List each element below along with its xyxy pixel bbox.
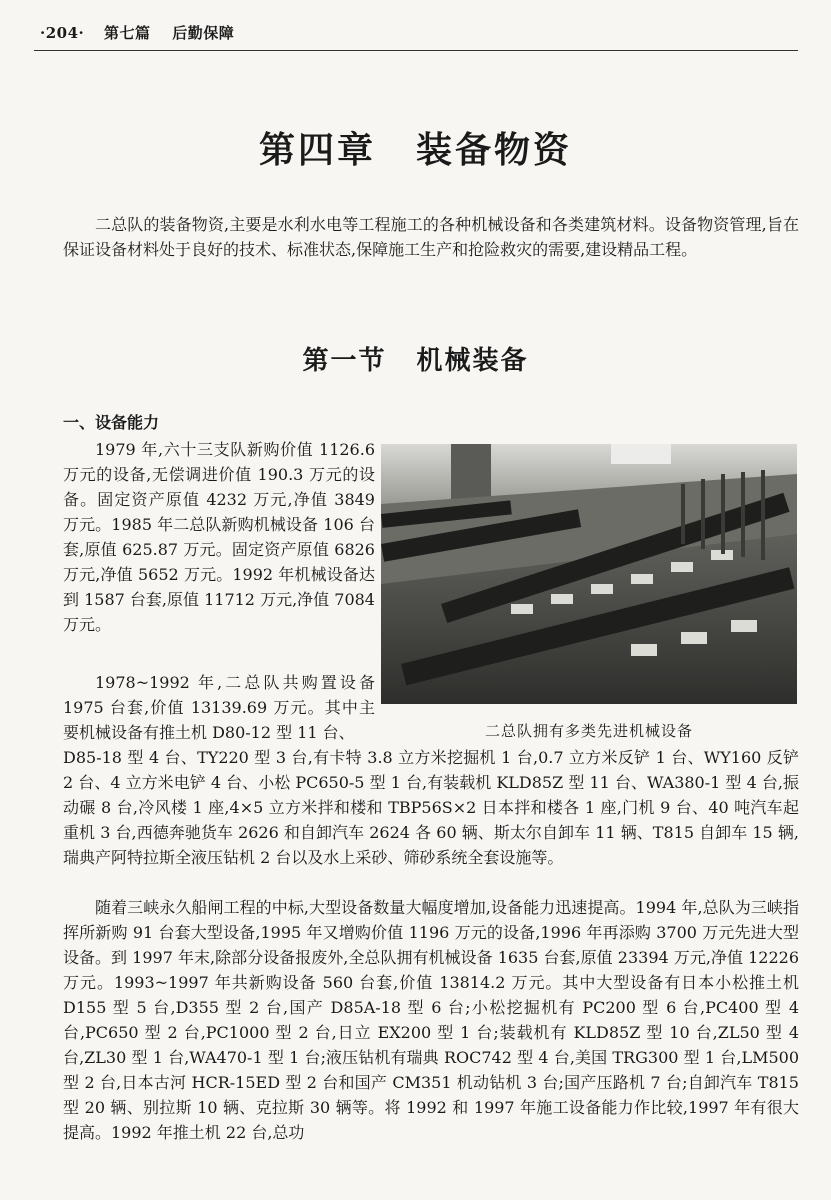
part-title: 后勤保障 <box>172 24 235 42</box>
intro-paragraph: 二总队的装备物资,主要是水利水电等工程施工的各种机械设备和各类建筑材料。设备物资管理,旨在保证设备材料处于良好的技术、标准状态,保障施工生产和抢险救灾的需要,建设精品工程。 <box>63 215 799 259</box>
photo-caption: 二总队拥有多类先进机械设备 <box>484 722 693 740</box>
section-title <box>0 340 831 377</box>
running-head <box>40 22 797 43</box>
chapter-title <box>0 122 831 173</box>
paragraph-equipment-1979-1992: 1979 年,六十三支队新购价值 1126.6 万元的设备,无偿调进价值 190.3 万元的设备。固定资产原值 4232 万元,净值 3849 万元。1985 年二总队新购机械设备 106 台套,原值 625.87 万元。固定资产原值 6826 万元,净值 5652 万元。1992 年机械设备达到 1587 台套,原值 11712 万元,净值 7084 万元。 <box>63 440 375 634</box>
equipment-photo <box>381 444 797 704</box>
header-rule <box>34 50 798 51</box>
section-name: 机械装备 <box>416 346 529 376</box>
section-number: 第一节 <box>302 346 387 376</box>
subsection-title: 一、设备能力 <box>63 413 160 432</box>
paragraph-equipment-1978-1992-start: 1978~1992 年,二总队共购置设备 1975 台套,价值 13139.69 万元。其中主要机械设备有推土机 D80-12 型 11 台、 <box>63 673 375 742</box>
chapter-name: 装备物资 <box>416 129 573 171</box>
paragraph-three-gorges-equipment: 随着三峡永久船闸工程的中标,大型设备数量大幅度增加,设备能力迅速提高。1994 年,总队为三峡指挥所新购 91 台套大型设备,1995 年又增购价值 1196 万元的设备,1996 年再添购 3700 万元先进大型设备。到 1997 年末,除部分设备报废外,全总队拥有机械设备 1635 台套,原值 23394 万元,净值 12226 万元。1993~1997 年共新购设备 560 台套,价值 13814.2 万元。其中大型设备有日本小松推土机 D155 型 5 台,D355 型 2 台,国产 D85A-18 型 6 台;小松挖掘机有 PC200 型 6 台,PC400 型 4 台,PC650 型 2 台,PC1000 型 2 台,日立 EX200 型 1 台;装载机有 KLD85Z 型 10 台,ZL50 型 4 台,ZL30 型 1 台,WA470-1 型 1 台;液压钻机有瑞典 ROC742 型 4 台,美国 TRG300 型 1 台,LM500 型 2 台,日本古河 HCR-15ED 型 2 台和国产 CM351 机动钻机 3 台;国产压路机 7 台;自卸汽车 T815 型 20 辆、别拉斯 10 辆、克拉斯 30 辆等。将 1992 和 1997 年施工设备能力作比较,1997 年有很大提高。1992 年推土机 22 台,总功 <box>63 898 799 1142</box>
part-number: 第七篇 <box>104 24 151 42</box>
paragraph-equipment-1978-1992-cont: D85-18 型 4 台、TY220 型 3 台,有卡特 3.8 立方米挖掘机 1 台,0.7 立方米反铲 1 台、WY160 反铲 2 台、4 立方米电铲 4 台、小松 PC650-5 型 1 台,有装载机 KLD85Z 型 11 台、WA380-1 型 4 台,振动碾 8 台,冷风楼 1 座,4×5 立方米拌和楼和 TBP56S×2 日本拌和楼各 1 座,门机 9 台、40 吨汽车起重机 3 台,西德奔驰货车 2626 和自卸汽车 2624 各 60 辆、斯太尔自卸车 11 辆、T815 自卸车 15 辆,瑞典产阿特拉斯全液压钻机 2 台以及水上采砂、筛砂系统全套设施等。 <box>63 748 799 867</box>
chapter-number: 第四章 <box>258 129 376 171</box>
page-number: ·204· <box>40 24 85 42</box>
